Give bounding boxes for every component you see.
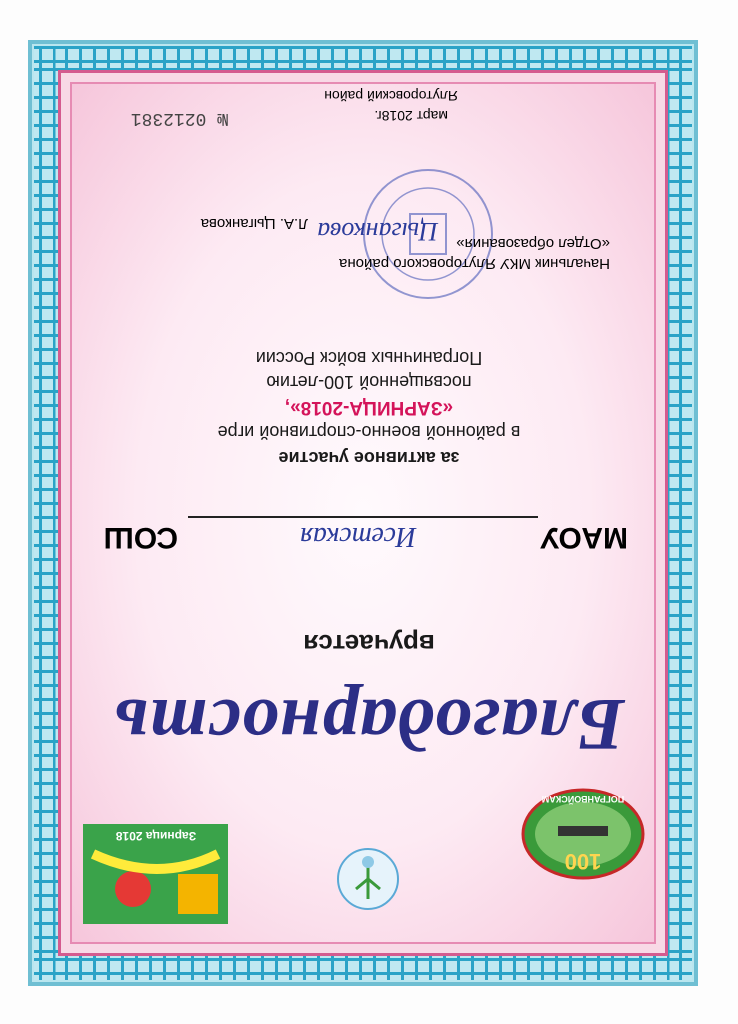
- logo-caption-text: ПОГРАНВОЙСКАМ: [541, 794, 625, 804]
- signer-position-2: «Отдел образования»: [456, 235, 610, 252]
- reason-line-4: посвященной 100-летию: [266, 372, 472, 392]
- signature: Цыганкова: [317, 217, 438, 246]
- zarnitsa-2018-logo: [83, 824, 228, 924]
- reason-line-1: за активное участие: [278, 448, 460, 468]
- reason-line-5: Пограничных войск России: [255, 348, 483, 368]
- reason-line-2: в районной военно-спортивной игре: [217, 422, 521, 442]
- game-name: «ЗАРНИЦА-2018»,: [284, 397, 454, 418]
- school-suffix: СОШ: [103, 521, 178, 554]
- logo-year-text: 100: [564, 849, 602, 874]
- school-name-handwritten: Исетская: [299, 521, 417, 552]
- district-name: Ялуторовский район: [324, 88, 458, 104]
- signer-name: Л.А. Цыганкова: [200, 215, 308, 232]
- school-prefix: МАОУ: [540, 521, 628, 554]
- education-emblem: [328, 844, 408, 914]
- school-row: [0, 504, 738, 554]
- awarded-text: вручается: [303, 629, 435, 659]
- zarnitsa-logo-text: Зарница 2018: [115, 829, 197, 843]
- signer-position-1: Начальник МКУ Ялуторовского района: [339, 255, 610, 272]
- school-underline: [188, 516, 538, 518]
- certificate-number: № 0212381: [130, 108, 228, 128]
- certificate-title: Благодарность: [113, 683, 625, 765]
- border-guard-100-logo: [518, 784, 648, 884]
- issue-date: март 2018г.: [374, 108, 448, 124]
